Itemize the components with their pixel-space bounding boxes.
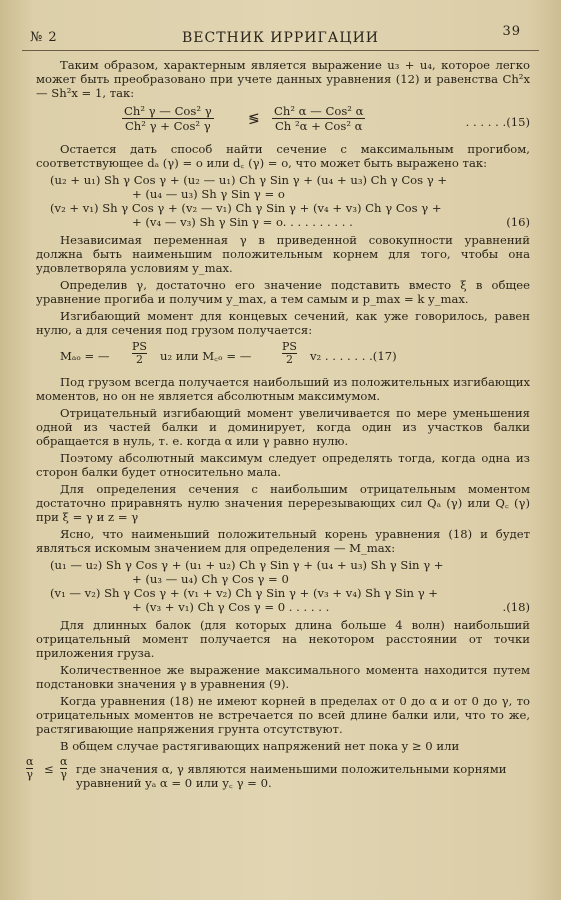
ineq-left-fraction: $\frac{\alpha}{\gamma}$ [26,755,34,781]
journal-title: ВЕСТНИК ИРРИГАЦИИ [181,30,380,46]
equation-18: (u₁ — u₂) Sh γ Cos γ + (u₁ + u₂) Ch γ Sin γ + (u₄ + u₃) Sh γ Sin γ + + (u₃ — u₄) Ch γ Cos γ = 0 (v₁ — v₂) Sh γ Cos γ + (v₁ + v₂) Ch γ Sin γ + (v₃ + v₄) Sh γ Sin γ + + (v₃ + v₁) Ch γ Cos γ = 0 . . . . . . .(18) [50,558,530,614]
page-header [22,24,539,51]
paragraph: В общем случае растягивающих напряжений нет пока y ≥ 0 или [60,739,460,753]
eq17-fraction-1: $\frac{PS}{2}$ [132,340,147,366]
issue-number: № 2 [30,30,58,45]
eq18-number: .(18) [502,600,530,614]
eq17-fraction-2: $\frac{PS}{2}$ [282,340,297,366]
paragraph: Изгибающий момент для концевых сечений, как уже говорилось, равен нулю, а для сечения под грузом получается: [36,309,530,337]
paragraph-tail: где значения α, γ являются наименьшими положительными корнями уравнений yₐ α = 0 или y꜀ γ = 0. [76,762,507,790]
inequality-line [26,755,530,790]
paragraph: Независимая переменная γ в приведенной совокупности уравнений должна быть наименьшим положительным корнем для того, чтобы она удовлетворяла условиям y_max. [36,233,530,275]
eq16-number: (16) [506,215,530,229]
paragraph: Поэтому абсолютный максимум следует определять тогда, когда одна из сторон балки будет относительно мала. [36,451,530,479]
paragraph: Ясно, что наименьший положительный корень уравнения (18) и будет являться искомым значением для определения — M_max: [36,527,530,555]
ineq-sign: ≤ [44,762,54,776]
paragraph: Таким образом, характерным является выражение u₃ + u₄, которое легко может быть преобразовано при учете данных уравнения (12) и равенства Ch²x — Sh²x = 1, так: [36,58,530,100]
eq15-number: . . . . . .(15) [465,115,530,129]
eq15-right-fraction: Ch² α — Cos² α Ch ²α + Cos² α [274,104,364,133]
paragraph: Определив γ, достаточно его значение подставить вместо ξ в общее уравнение прогиба и получим y_max, а тем самым и p_max = k y_max. [36,278,530,306]
paragraph: Для длинных балок (для которых длина больше 4 волн) наибольший отрицательный момент получается на некотором расстоянии от точки приложения груза. [36,618,530,660]
paragraph: Отрицательный изгибающий момент увеличивается по мере уменьшения одной из частей балки и доминирует, когда один из участков балки обращается в нуль, т. е. когда α или γ равно нулю. [36,406,530,448]
ineq-right-fraction: $\frac{\alpha}{\gamma}$ [60,755,68,781]
article-body [26,58,530,790]
page-number: 39 [502,24,521,39]
paragraph: Количественное же выражение максимального момента находится путем подстановки значения γ в уравнения (9). [36,663,530,691]
eq15-compare-sign: ≶ [248,111,260,127]
eq15-left-fraction: Ch² γ — Cos² γ Ch² γ + Cos² γ [124,104,212,133]
paragraph: Остается дать способ найти сечение с максимальным прогибом, соответствующее dₐ (γ) = o или d꜀ (γ) = o, что может быть выражено так: [36,142,530,170]
equation-16: (u₂ + u₁) Sh γ Cos γ + (u₂ — u₁) Ch γ Sin γ + (u₄ + u₃) Ch γ Cos γ + + (u₄ — u₃) Sh γ Sin γ = o (v₂ + v₁) Sh γ Cos γ + (v₂ — v₁) Ch γ Sin γ + (v₄ + v₃) Ch γ Cos γ + + (v₄ — v₃) Sh γ Sin γ = o. . . . . . . . . . (16) [50,173,530,229]
paragraph: Под грузом всегда получается наибольший из положительных изгибающих моментов, но он не является абсолютным максимумом. [36,375,530,403]
equation-17: Mₐₒ = — $\frac{PS}{2}$ u₂ или M꜀ₒ = — $\frac{PS}{2}$ v₂ . . . . . . .(17) [60,340,397,366]
paragraph: Для определения сечения с наибольшим отрицательным моментом достаточно приравнять нулю значения перерезывающих сил Qₐ (γ) или Q꜀ (γ) при ξ = γ и z = γ [36,482,530,524]
equation-15 [36,104,530,138]
paragraph: Когда уравнения (18) не имеют корней в пределах от 0 до α и от 0 до γ, то отрицательных моментов не встречается по всей длине балки или, что то же, растягивающие напряжения грунта отсутствуют. [36,694,530,736]
